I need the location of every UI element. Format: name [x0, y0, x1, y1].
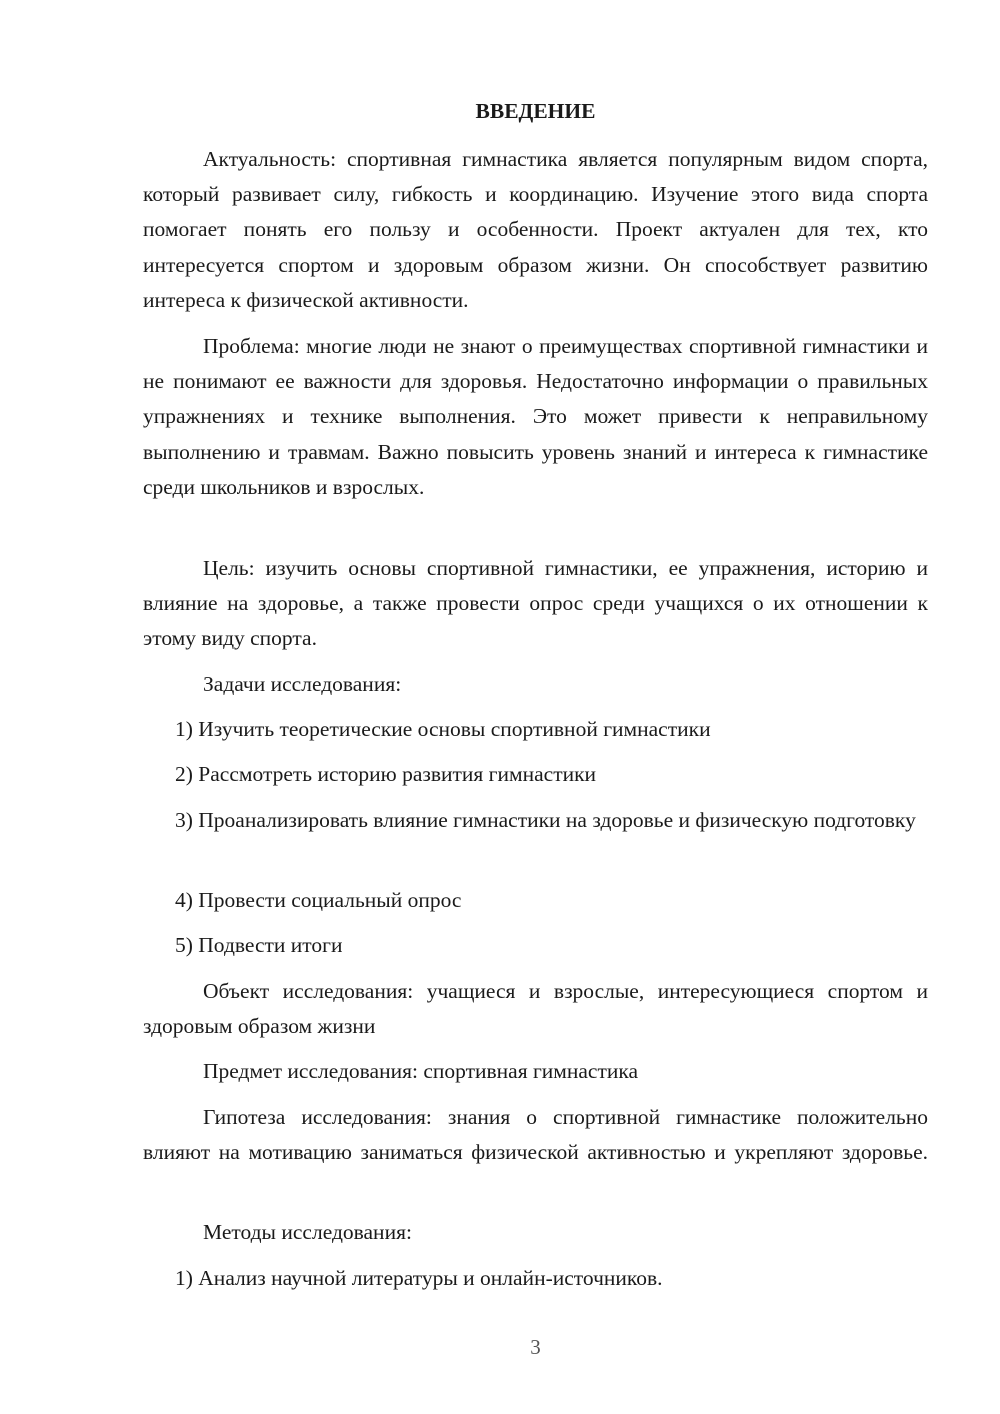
page-title: ВВЕДЕНИЕ: [475, 99, 596, 123]
page-number: 3: [530, 1335, 541, 1359]
task-item-4: 4) Провести социальный опрос: [175, 888, 462, 912]
goal-paragraph: Цель: изучить основы спортивной гимнастики, ее упражнения, историю и влияние на здоровье, а также провести опрос среди учащихся о их отношении к этому виду спорта.: [143, 556, 928, 651]
task-item-2: 2) Рассмотреть историю развития гимнастики: [175, 762, 597, 786]
hypothesis-paragraph: Гипотеза исследования: знания о спортивной гимнастике положительно влияют на мотивацию заниматься физической активностью и укрепляют здоровье.: [143, 1105, 928, 1165]
task-item-1: 1) Изучить теоретические основы спортивной гимнастики: [175, 717, 711, 741]
tasks-heading: Задачи исследования:: [203, 672, 402, 696]
task-item-3: 3) Проанализировать влияние гимнастики на здоровье и физическую подготовку: [175, 808, 916, 832]
relevance-paragraph: Актуальность: спортивная гимнастика является популярным видом спорта, который развивает силу, гибкость и координацию. Изучение этого вида спорта помогает понять его пользу и особенности. Проект актуален для тех, кто интересуется спортом и здоровым образом жизни. Он способствует развитию интереса к физической активности.: [143, 147, 928, 312]
document-page: [143, 0, 928, 1414]
research-object-paragraph: Объект исследования: учащиеся и взрослые, интересующиеся спортом и здоровым образом жизни: [143, 979, 928, 1039]
methods-heading: Методы исследования:: [203, 1220, 412, 1244]
task-item-5: 5) Подвести итоги: [175, 933, 343, 957]
method-item-1: 1) Анализ научной литературы и онлайн-источников.: [175, 1266, 663, 1290]
problem-paragraph: Проблема: многие люди не знают о преимуществах спортивной гимнастики и не понимают ее важности для здоровья. Недостаточно информации о правильных упражнениях и технике выполнения. Это может привести к неправильному выполнению и травмам. Важно повысить уровень знаний и интереса к гимнастике среди школьников и взрослых.: [143, 334, 928, 499]
research-subject-paragraph: Предмет исследования: спортивная гимнастика: [203, 1059, 639, 1083]
